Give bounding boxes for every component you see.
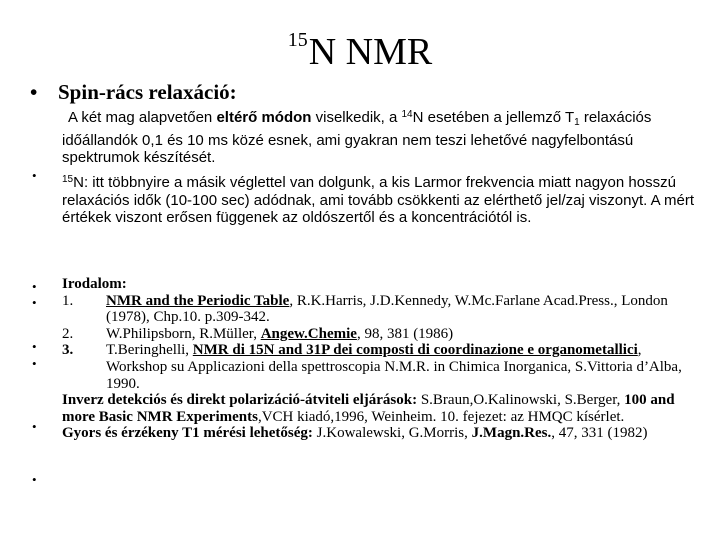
- reference-authors: J.Kowalewski, G.Morris,: [312, 425, 472, 442]
- bullet: •: [32, 168, 37, 183]
- reference-title: NMR di 15N and 31P dei composti di coordinazione e organometallici: [192, 342, 638, 359]
- reference-rest: ,VCH kiadó,1996, Weinheim. 10. fejezet: az HMQC kísérlet.: [257, 408, 625, 425]
- bullet: •: [32, 295, 37, 310]
- reference-number: 2.: [62, 325, 74, 342]
- slide-title: [0, 18, 720, 74]
- reference-title: Gyors és érzékeny T1 mérési lehetőség:: [62, 425, 313, 442]
- bullet: •: [32, 472, 37, 487]
- reference-authors: T.Beringhelli,: [106, 342, 193, 359]
- reference-text: [106, 326, 702, 343]
- reference-item: [62, 425, 702, 442]
- reference-item: [62, 293, 702, 326]
- reference-number: 3.: [62, 342, 74, 359]
- para1-emphasis: eltérő módon: [216, 109, 312, 126]
- reference-journal: J.Magn.Res.: [471, 425, 552, 442]
- paragraph-15n: [62, 171, 712, 227]
- paragraph-14n: [62, 106, 692, 167]
- para1-post: N esetében a jellemző T: [412, 109, 575, 126]
- para1-pre: A két mag alapvetően: [68, 109, 217, 126]
- reference-number: 1.: [62, 292, 74, 309]
- reference-item: [62, 392, 702, 425]
- bullet: •: [32, 339, 37, 354]
- section-heading: [30, 80, 237, 104]
- reference-title: NMR and the Periodic Table: [106, 292, 290, 309]
- reference-item: [62, 326, 702, 343]
- reference-journal: Angew.Chemie: [260, 325, 357, 342]
- reference-text: [106, 342, 702, 392]
- references-heading-text: Irodalom:: [62, 276, 127, 292]
- reference-rest: , 47, 331 (1982): [551, 425, 648, 442]
- bullet: •: [32, 419, 37, 434]
- reference-rest: , Workshop su Applicazioni della spettroscopia N.M.R. in Chimica Inorganica, S.Vittoria d’Alba, 1990.: [106, 342, 682, 392]
- para1-superscript: 14: [401, 109, 413, 120]
- para2-text: N: itt többnyire a másik véglettel van dolgunk, a kis Larmor frekvencia miatt nagyon hosszú relaxációs idők (10-100 sec) adódnak, ami tovább csökkenti az elérthető jel/zaj viszonyt. A mért értékek viszont erősen függenek az oldószertől és a koncentrációtól is.: [62, 174, 694, 226]
- title-text: N NMR: [308, 31, 433, 73]
- reference-rest: , 98, 381 (1986): [356, 325, 454, 342]
- reference-authors: S.Braun,O.Kalinowski, S.Berger,: [417, 392, 625, 409]
- para2-superscript: 15: [62, 174, 74, 185]
- reference-title: Inverz detekciós és direkt polarizáció-átviteli eljárások:: [62, 392, 418, 409]
- references: [62, 276, 702, 442]
- reference-book: 100 and more Basic NMR Experiments: [62, 392, 675, 425]
- para1-subscript: 1: [574, 117, 580, 128]
- bullet: •: [32, 356, 37, 371]
- reference-rest: , R.K.Harris, J.D.Kennedy, W.Mc.Farlane Acad.Press., London (1978), Chp.10. p.309-342.: [106, 292, 668, 326]
- reference-authors: W.Philipsborn, R.Müller,: [106, 325, 261, 342]
- reference-text: [106, 293, 702, 326]
- reference-item: [62, 342, 702, 392]
- para1-rest: relaxációs időállandók 0,1 és 10 ms közé esnek, ami gyakran nem teszi lehetővé nagyfelbontású spektrumok készítését.: [62, 109, 652, 166]
- title-superscript: 15: [287, 29, 308, 51]
- para1-mid: viselkedik, a: [311, 109, 402, 126]
- bullet: •: [32, 279, 37, 294]
- heading-bullet: •: [30, 80, 38, 104]
- references-heading: [62, 276, 702, 293]
- heading-text: Spin-rács relaxáció:: [58, 80, 237, 104]
